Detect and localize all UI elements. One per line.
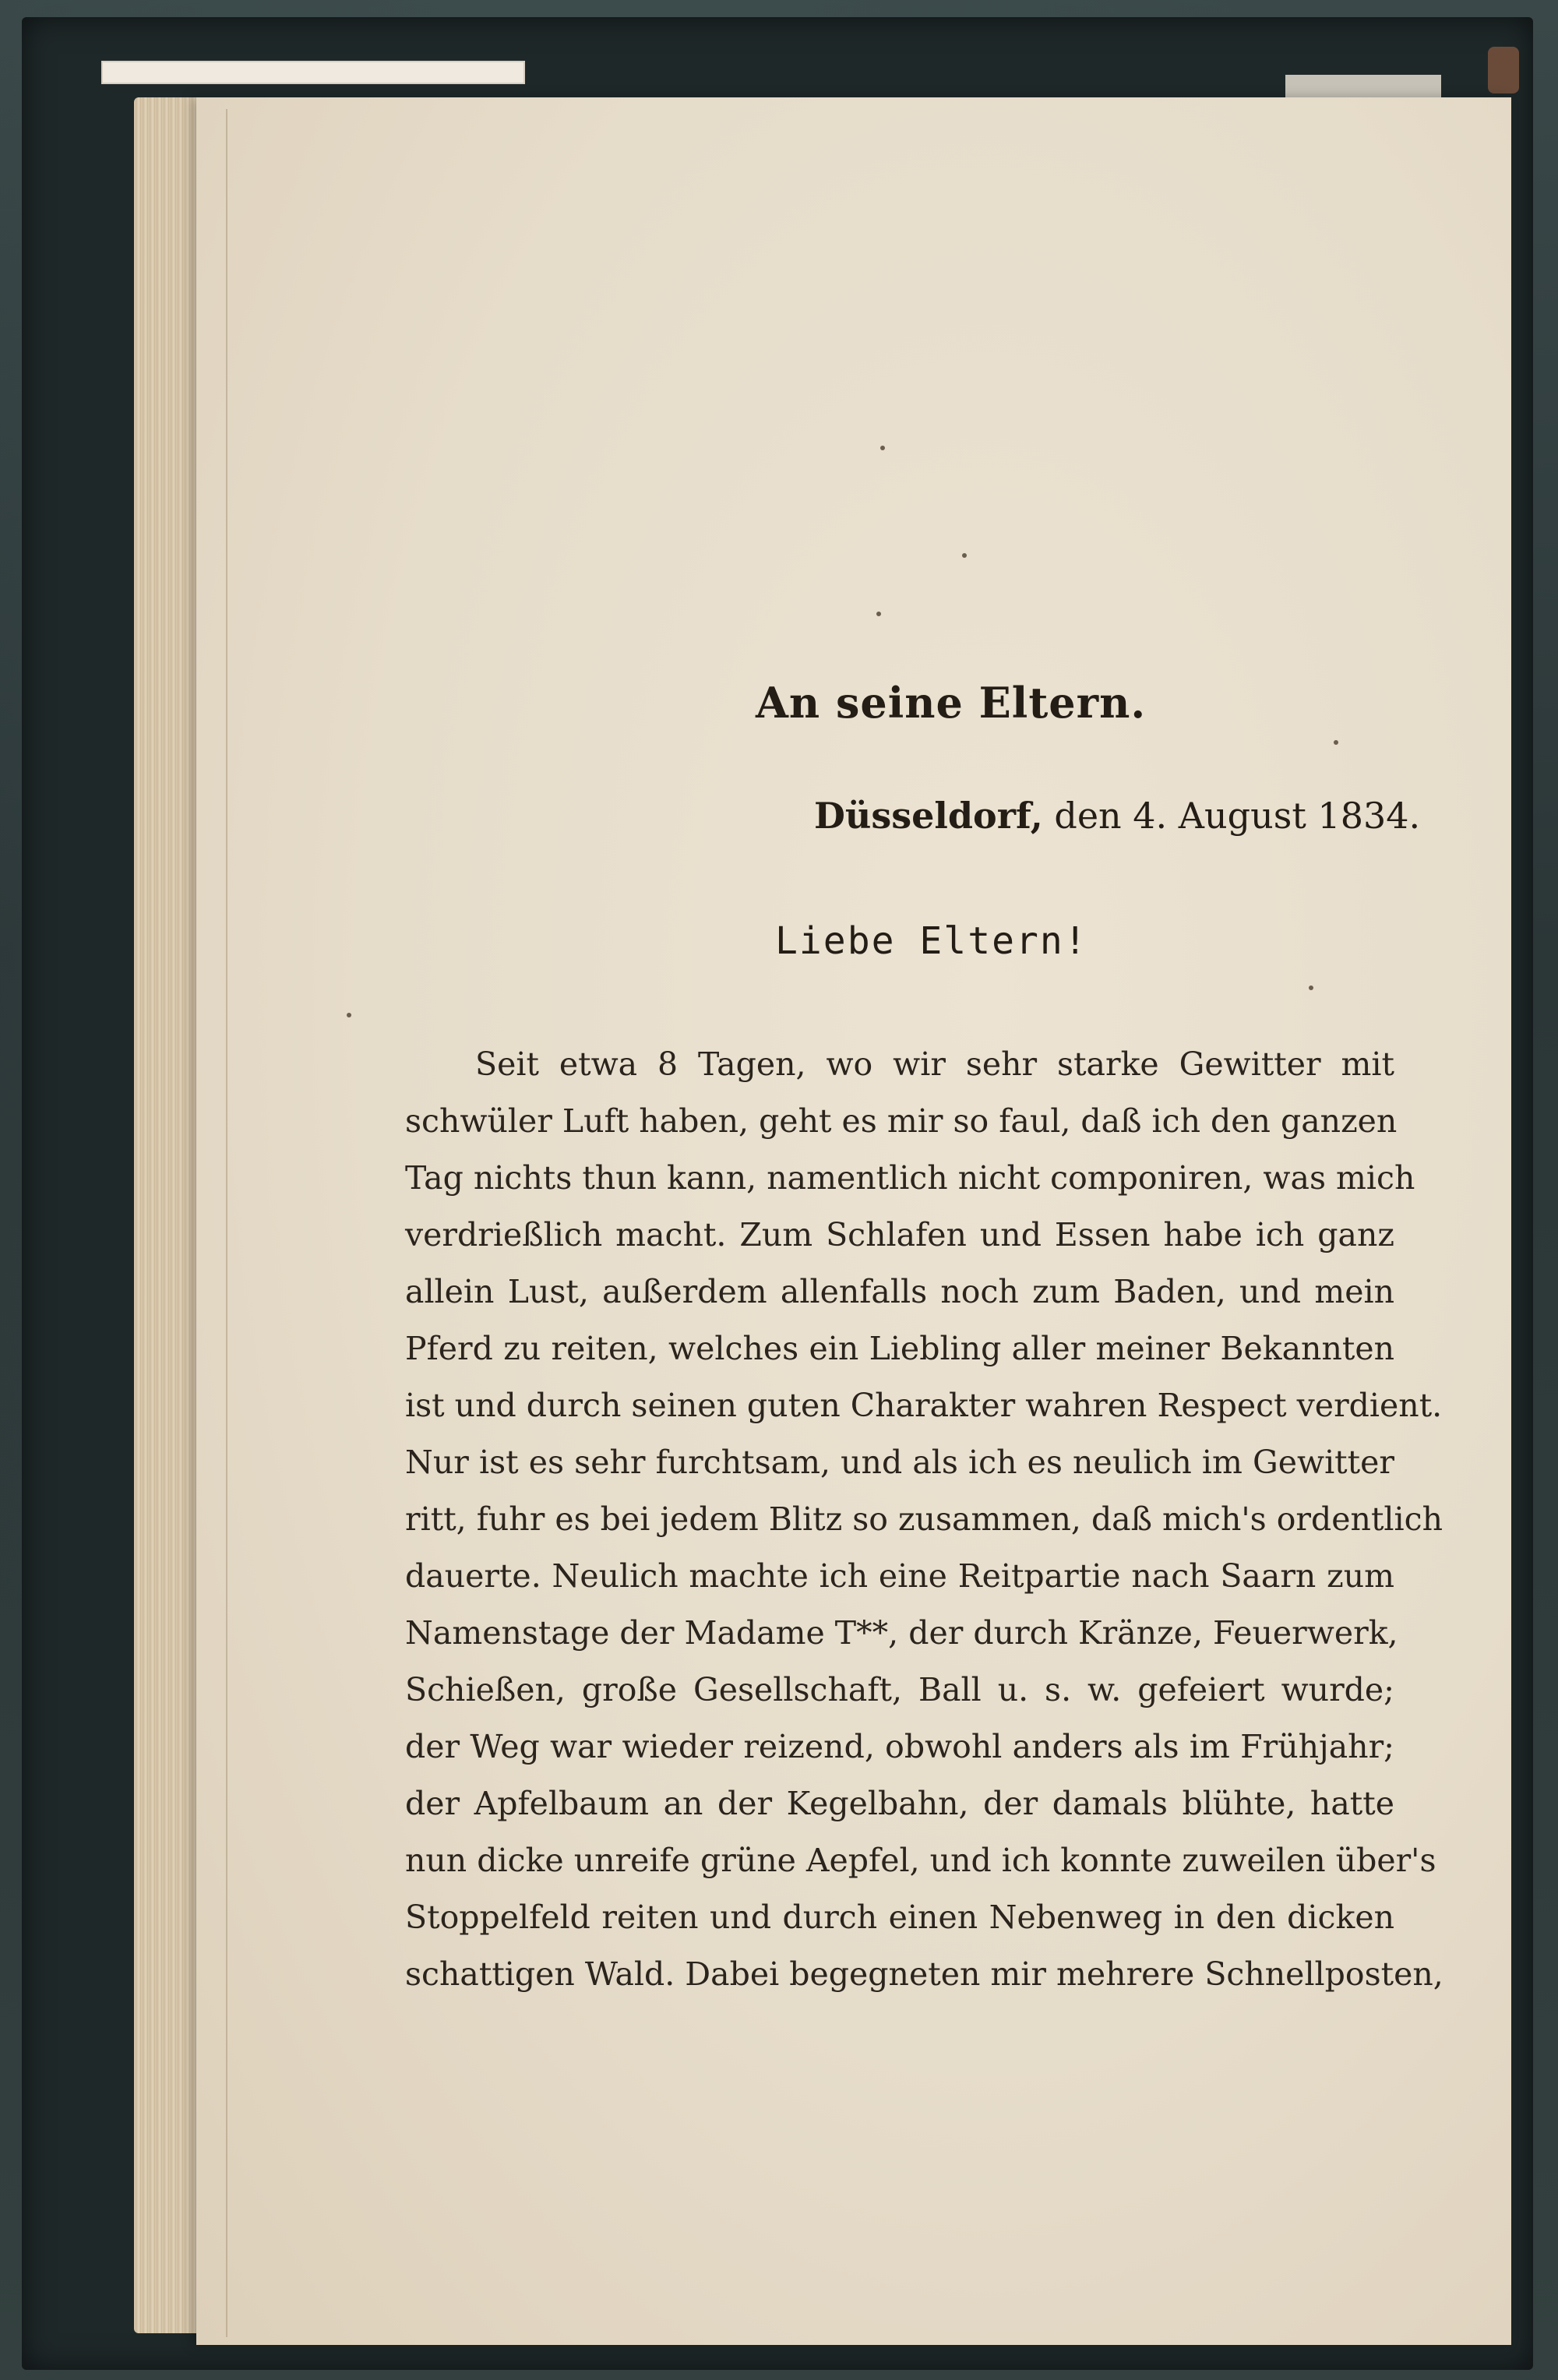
ink-speck bbox=[876, 612, 881, 616]
body-line: der Apfelbaum an der Kegelbahn, der damals blühte, hatte bbox=[405, 1785, 1394, 1822]
binding-clip bbox=[1488, 47, 1519, 93]
body-line: schwüler Luft haben, geht es mir so faul, daß ich den ganzen bbox=[405, 1102, 1398, 1140]
body-line: Pferd zu reiten, welches ein Liebling aller meiner Bekannten bbox=[405, 1330, 1394, 1367]
page-gutter-line bbox=[226, 109, 227, 2337]
body-line: Schießen, große Gesellschaft, Ball u. s. w. gefeiert wurde; bbox=[405, 1671, 1394, 1708]
body-line: schattigen Wald. Dabei begegneten mir mehrere Schnellposten, bbox=[405, 1955, 1443, 1993]
body-line: nun dicke unreife grüne Aepfel, und ich konnte zuweilen über's bbox=[405, 1842, 1436, 1879]
body-line: Seit etwa 8 Tagen, wo wir sehr starke Gewitter mit bbox=[475, 1045, 1394, 1083]
place-date-line bbox=[814, 795, 1420, 837]
letter-heading: An seine Eltern. bbox=[756, 678, 1147, 728]
letter-body bbox=[405, 1036, 1443, 2003]
body-line: der Weg war wieder reizend, obwohl anders als im Frühjahr; bbox=[405, 1728, 1394, 1765]
body-line: Stoppelfeld reiten und durch einen Nebenweg in den dicken bbox=[405, 1899, 1394, 1936]
body-line: ist und durch seinen guten Charakter wahren Respect verdient. bbox=[405, 1387, 1443, 1424]
ink-speck bbox=[1334, 740, 1338, 745]
page-edges bbox=[134, 97, 204, 2333]
ink-speck bbox=[1309, 985, 1313, 990]
body-line: Namenstage der Madame T**, der durch Kränze, Feuerwerk, bbox=[405, 1614, 1398, 1652]
bookplate-strip bbox=[101, 61, 525, 84]
body-line: ritt, fuhr es bei jedem Blitz so zusammen, daß mich's ordentlich bbox=[405, 1500, 1443, 1538]
body-line: dauerte. Neulich machte ich eine Reitpartie nach Saarn zum bbox=[405, 1557, 1394, 1595]
ink-speck bbox=[962, 553, 967, 558]
body-line: Nur ist es sehr furchtsam, und als ich es neulich im Gewitter bbox=[405, 1444, 1394, 1481]
body-line: verdrießlich macht. Zum Schlafen und Essen habe ich ganz bbox=[405, 1216, 1394, 1253]
body-line: Tag nichts thun kann, namentlich nicht componiren, was mich bbox=[405, 1159, 1415, 1197]
ink-speck bbox=[880, 446, 885, 450]
letter-date: den 4. August 1834. bbox=[1054, 795, 1421, 837]
salutation: Liebe Eltern! bbox=[775, 919, 1088, 963]
ink-speck bbox=[347, 1013, 351, 1017]
letter-place: Düsseldorf, bbox=[814, 795, 1043, 837]
body-line: allein Lust, außerdem allenfalls noch zum Baden, und mein bbox=[405, 1273, 1394, 1310]
